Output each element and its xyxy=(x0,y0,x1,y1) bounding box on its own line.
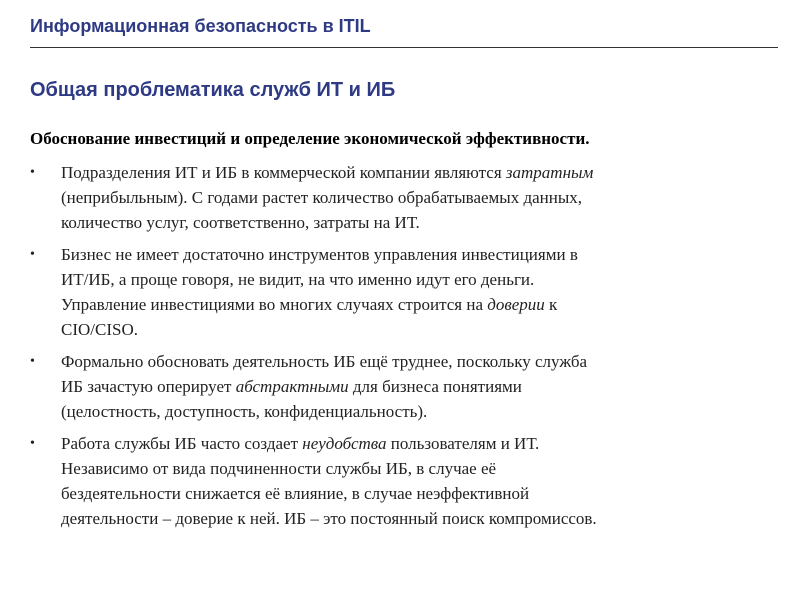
header-title: Информационная безопасность в ITIL xyxy=(30,16,371,36)
bullet-line xyxy=(61,506,770,531)
emphasis-text: абстрактными xyxy=(235,377,349,396)
slide-subtitle: Обоснование инвестиций и определение экономической эффективности. xyxy=(30,129,590,148)
bullet-text: ИТ/ИБ, а проще говоря, не видит, на что именно идут его деньги. xyxy=(61,270,535,289)
emphasis-text: затратным xyxy=(505,163,594,182)
bullet-item xyxy=(30,242,770,342)
bullet-marker: • xyxy=(30,247,35,262)
bullet-text: Независимо от вида подчиненности службы ИБ, в случае её xyxy=(61,459,497,478)
bullet-line xyxy=(61,267,770,292)
bullet-text: (целостность, доступность, конфиденциальность). xyxy=(61,402,428,421)
bullet-line xyxy=(61,481,770,506)
bullet-line xyxy=(61,160,770,185)
bullet-item xyxy=(30,349,770,424)
bullet-line xyxy=(61,431,770,456)
bullet-marker: • xyxy=(30,354,35,369)
bullet-line xyxy=(61,242,770,267)
bullet-line xyxy=(61,349,770,374)
bullet-text: Бизнес не имеет достаточно инструментов управления инвестициями в xyxy=(61,245,578,264)
slide-title: Общая проблематика служб ИТ и ИБ xyxy=(30,79,396,101)
emphasis-text: неудобства xyxy=(302,434,387,453)
bullet-text: деятельности – доверие к ней. ИБ – это постоянный поиск компромиссов. xyxy=(61,509,597,528)
emphasis-text: доверии xyxy=(487,295,545,314)
bullet-text: к xyxy=(544,295,558,314)
bullet-list xyxy=(30,160,770,538)
bullet-item xyxy=(30,431,770,531)
bullet-marker: • xyxy=(30,436,35,451)
bullet-text: количество услуг, соответственно, затраты на ИТ. xyxy=(61,213,420,232)
bullet-text: Управление инвестициями во многих случаях строится на xyxy=(61,295,488,314)
bullet-text: пользователям и ИТ. xyxy=(386,434,540,453)
bullet-line xyxy=(61,399,770,424)
bullet-text: для бизнеса понятиями xyxy=(348,377,522,396)
bullet-line xyxy=(61,292,770,317)
header-divider xyxy=(30,47,778,48)
bullet-marker: • xyxy=(30,165,35,180)
bullet-text: бездеятельности снижается её влияние, в случае неэффективной xyxy=(61,484,530,503)
bullet-line xyxy=(61,185,770,210)
bullet-line xyxy=(61,456,770,481)
bullet-text: (неприбыльным). С годами растет количество обрабатываемых данных, xyxy=(61,188,583,207)
bullet-text: Формально обосновать деятельность ИБ ещё труднее, поскольку служба xyxy=(61,352,588,371)
bullet-text: Работа службы ИБ часто создает xyxy=(61,434,303,453)
bullet-line xyxy=(61,317,770,342)
bullet-text: Подразделения ИТ и ИБ в коммерческой компании являются xyxy=(61,163,506,182)
bullet-item xyxy=(30,160,770,235)
bullet-text: ИБ зачастую оперирует xyxy=(61,377,236,396)
bullet-line xyxy=(61,374,770,399)
bullet-text: CIO/CISO. xyxy=(61,320,138,339)
bullet-line xyxy=(61,210,770,235)
